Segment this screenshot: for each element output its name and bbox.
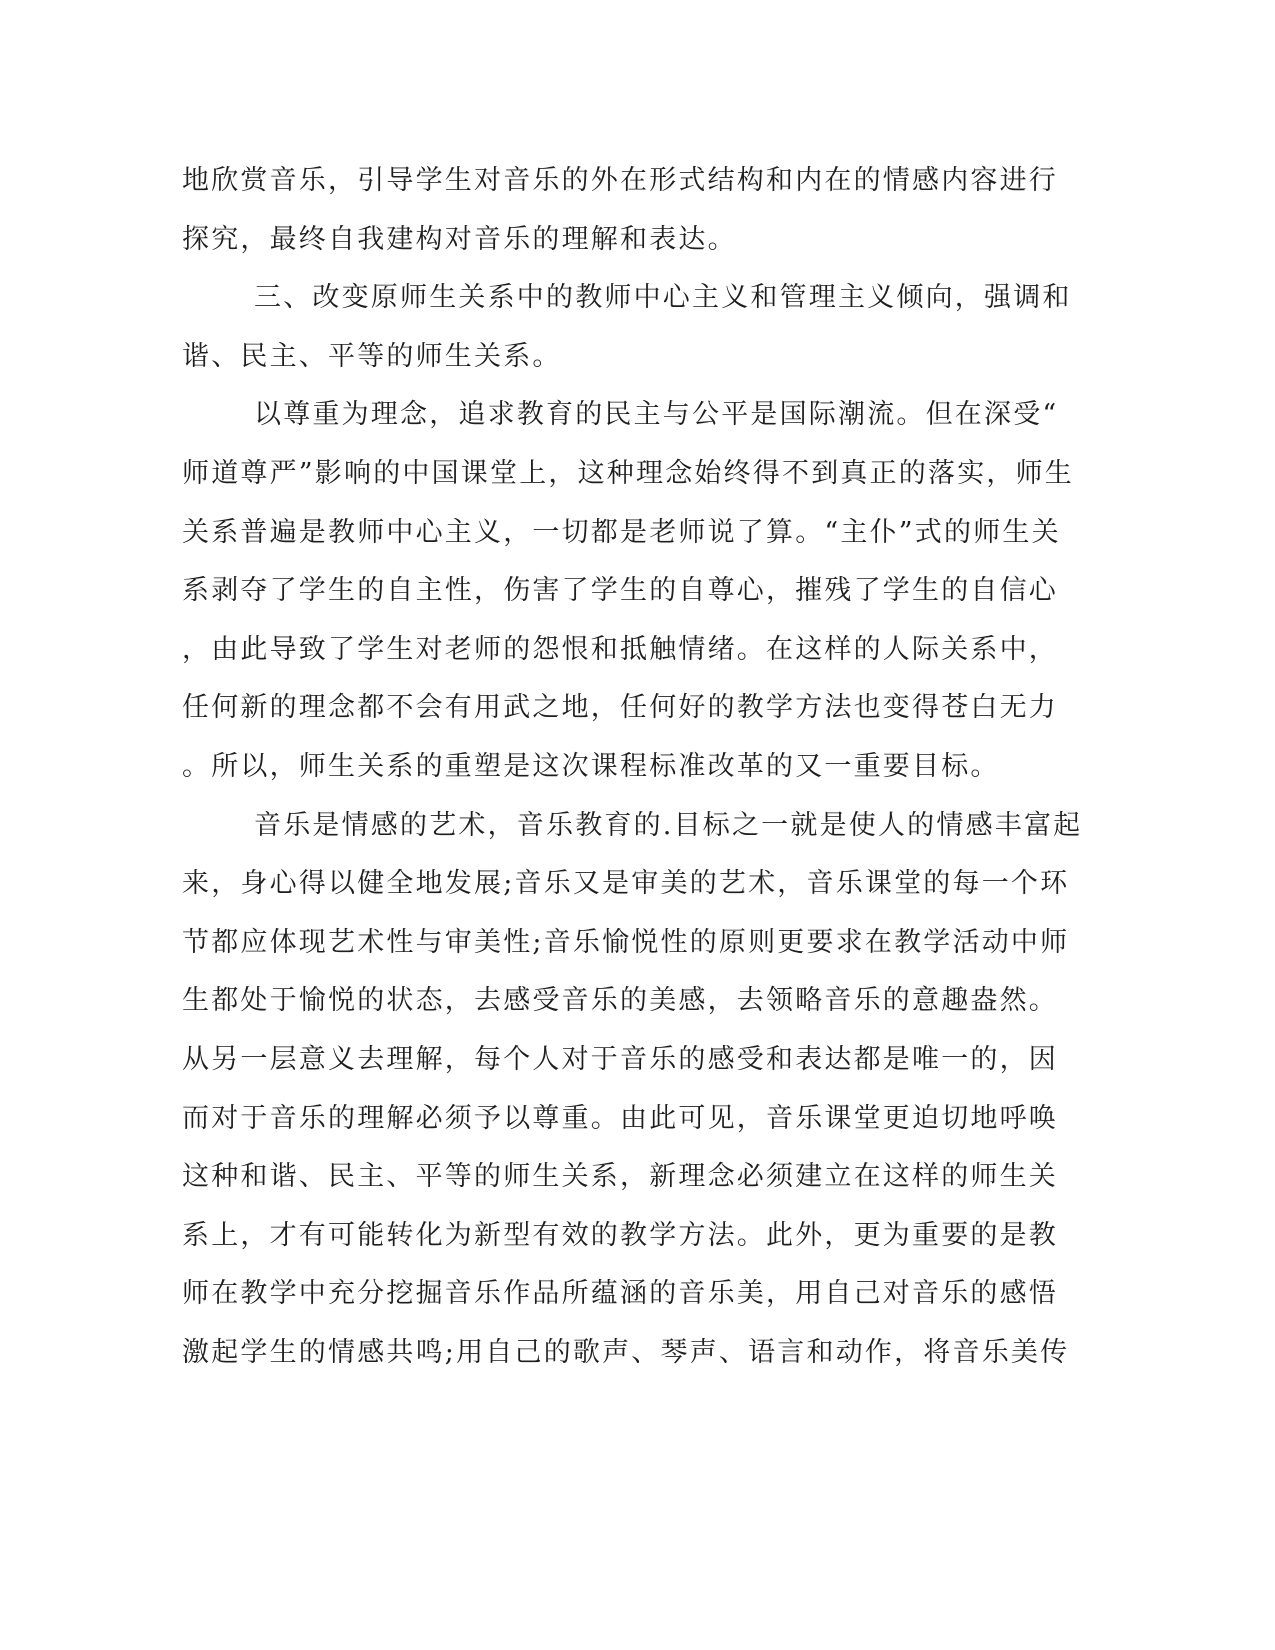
text-line: 激起学生的情感共鸣;用自己的歌声、琴声、语言和动作，将音乐美传	[182, 1336, 1070, 1368]
text-line: 系剥夺了学生的自主性，伤害了学生的自尊心，摧残了学生的自信心	[182, 575, 1058, 607]
body-text	[182, 152, 1083, 1382]
text-line: 师道尊严”影响的中国课堂上，这种理念始终得不到真正的落实，师生	[182, 457, 1075, 489]
text-line: 从另一层意义去理解，每个人对于音乐的感受和表达都是唯一的，因	[182, 1043, 1058, 1075]
text-line: 音乐是情感的艺术，音乐教育的.目标之一就是使人的情感丰富起	[254, 809, 1083, 841]
text-line: 。所以，师生关系的重塑是这次课程标准改革的又一重要目标。	[182, 750, 1000, 782]
text-line: 这种和谐、民主、平等的师生关系，新理念必须建立在这样的师生关	[182, 1161, 1058, 1193]
text-line: 生都处于愉悦的状态，去感受音乐的美感，去领略音乐的意趣盎然。	[182, 985, 1058, 1017]
text-line: 节都应体现艺术性与审美性;音乐愉悦性的原则更要求在教学活动中师	[182, 926, 1070, 958]
text-line: 师在教学中充分挖掘音乐作品所蕴涵的音乐美，用自己对音乐的感悟	[182, 1278, 1058, 1310]
text-line: 三、改变原师生关系中的教师中心主义和管理主义倾向，强调和	[254, 282, 1072, 314]
text-line: ，由此导致了学生对老师的怨恨和抵触情绪。在这样的人际关系中，	[182, 633, 1058, 665]
text-line: 任何新的理念都不会有用武之地，任何好的教学方法也变得苍白无力	[182, 692, 1058, 724]
text-line: 而对于音乐的理解必须予以尊重。由此可见，音乐课堂更迫切地呼唤	[182, 1102, 1058, 1134]
text-line: 谐、民主、平等的师生关系。	[182, 340, 562, 372]
text-line: 关系普遍是教师中心主义，一切都是老师说了算。“主仆”式的师生关	[182, 516, 1061, 548]
text-line: 系上，才有可能转化为新型有效的教学方法。此外，更为重要的是教	[182, 1219, 1058, 1251]
text-line: 探究，最终自我建构对音乐的理解和表达。	[182, 223, 737, 255]
text-line: 地欣赏音乐，引导学生对音乐的外在形式结构和内在的情感内容进行	[182, 165, 1058, 196]
text-line: 来，身心得以健全地发展;音乐又是审美的艺术，音乐课堂的每一个环	[182, 868, 1070, 900]
text-line: 以尊重为理念，追求教育的民主与公平是国际潮流。但在深受“	[254, 399, 1059, 431]
